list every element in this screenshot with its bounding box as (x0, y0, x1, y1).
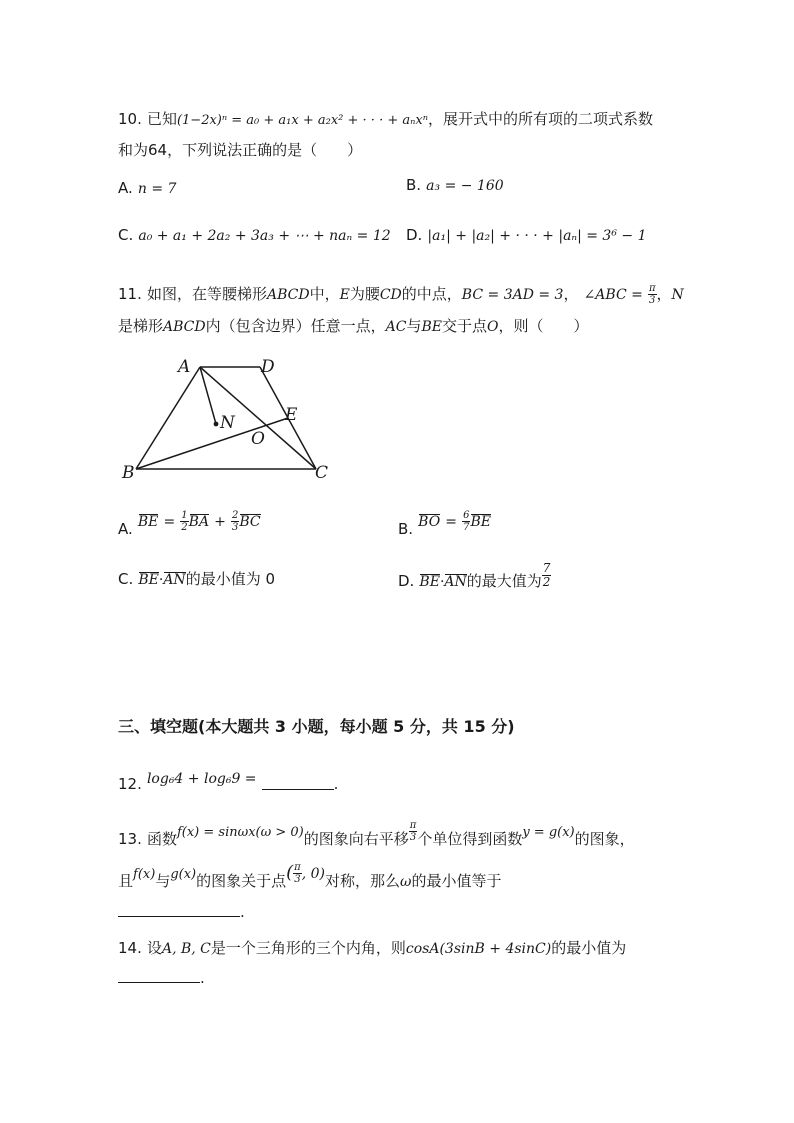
q10-intro: 已知 (146, 110, 177, 128)
q14-answer: . (118, 968, 205, 987)
label-d: D (261, 357, 275, 377)
q10-number: 10. (118, 110, 142, 128)
q10-option-d: D. |a₁| + |a₂| + · · · + |aₙ| = 3⁶ − 1 (406, 226, 647, 244)
q10-expr: (1−2x)ⁿ = a₀ + a₁x + a₂x² + · · · + aₙxⁿ (176, 113, 428, 128)
q10-option-b: B. a₃ = − 160 (406, 176, 504, 194)
label-o: O (251, 429, 265, 449)
edge-ab (136, 367, 200, 469)
answer-blank-13[interactable] (118, 916, 240, 917)
pi-over-3: $\frac{\pi}{3}$ (648, 283, 656, 306)
point-n (214, 422, 219, 427)
q10 (118, 108, 653, 129)
q13: 13. 函数f(x) = sinωx(ω > 0)的图象向右平移 $\frac{\pi}{3}$ 个单位得到函数y = g(x)的图象， (118, 820, 635, 848)
q11-line2: 是梯形ABCD内（包含边界）任意一点，AC与BE交于点O，则（ ） (118, 317, 589, 335)
q10-option-c: C. a₀ + a₁ + 2a₂ + 3a₃ + ⋯ + naₙ = 12 (118, 226, 391, 244)
q11: 11. 如图，在等腰梯形ABCD中，E为腰CD的中点，BC = 3AD = 3， ∠ABC = $\frac{\pi}{3}$ ，N (118, 283, 684, 306)
q13-answer: . (118, 902, 245, 921)
answer-blank-14[interactable] (118, 982, 200, 983)
segment-be (136, 418, 288, 469)
q10-option-a: A. n = 7 (118, 179, 177, 197)
q11-option-d: D. BE·AN的最大值为 $\frac{7}{2}$ (398, 561, 551, 590)
q11-option-b: B. BO = $\frac{6}{7}$ BE (398, 510, 491, 538)
label-b: B (122, 463, 135, 483)
label-n: N (220, 413, 235, 433)
answer-blank-12[interactable] (262, 789, 334, 790)
trapezoid-figure (110, 350, 350, 490)
q11-option-a: A. BE = $\frac{1}{2}$ BA + $\frac{2}{3}$ BC (118, 510, 261, 538)
q11-option-c: C. BE·AN的最小值为 0 (118, 570, 275, 588)
diagonal-ac (200, 367, 316, 469)
label-a: A (178, 357, 191, 377)
q14: 14. 设A, B, C是一个三角形的三个内角，则cosA(3sinB + 4sinC)的最小值为 (118, 939, 627, 957)
q13-line2: 且f(x)与g(x)的图象关于点( $\frac{\pi}{3}$ , 0)对称，那么ω的最小值等于 (118, 862, 502, 890)
segment-an (200, 367, 216, 424)
label-e: E (285, 405, 298, 425)
q10-line2: 和为64，下列说法正确的是（ ） (118, 141, 363, 159)
label-c: C (315, 463, 329, 483)
q12: 12. log₆4 + log₆9 = . (118, 771, 339, 793)
section-title: 三、填空题(本大题共 3 小题，每小题 5 分，共 15 分) (118, 717, 515, 736)
q10-rest: ，展开式中的所有项的二项式系数 (427, 110, 653, 128)
